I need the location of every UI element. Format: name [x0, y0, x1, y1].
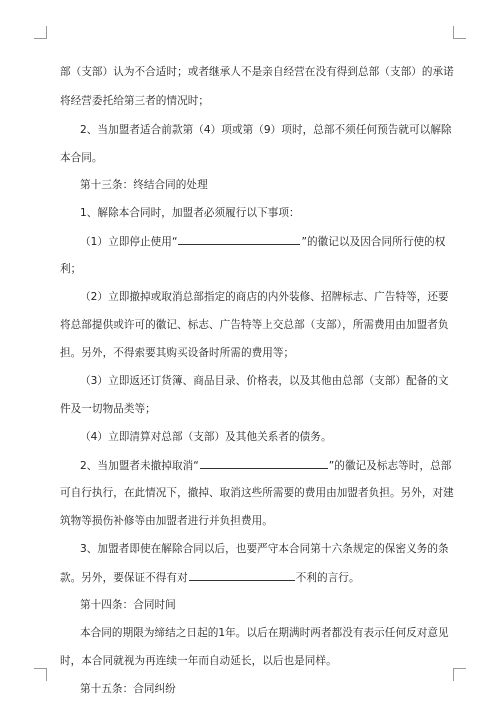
text-line: 2、当加盟者适合前款第（4）项或第（9）项时，总部不须任何预告就可以解除: [80, 124, 452, 136]
text-segment: ”的徽记及标志等时，总部: [328, 460, 452, 472]
fill-in-blank: [189, 570, 295, 581]
text-line: 筑物等损伤补修等由加盟者进行并负担费用。: [60, 515, 273, 527]
text-line: 时，本合同就视为再连续一年而自动延长，以后也是同样。: [60, 655, 337, 667]
text-line: 1、解除本合同时，加盟者必须履行以下事项：: [80, 207, 300, 219]
text-line: 3、加盟者即使在解除合同以后，也要严守本合同第十六条规定的保密义务的条: [80, 543, 449, 555]
section-heading: 第十四条：合同时间: [80, 599, 176, 611]
text-line: （2）立即撤掉或取消总部指定的商店的内外装修、招牌标志、广告特等，还要: [80, 291, 449, 303]
text-segment: 款。另外，要保证不得有对: [60, 572, 188, 584]
text-segment: ”的徽记以及因合同所行使的权: [301, 236, 446, 248]
text-segment: 不利的言行。: [295, 572, 360, 584]
crop-mark-bottom-right: [453, 668, 454, 681]
crop-mark-top-right: [453, 26, 454, 39]
text-line: 将经营委托给第三者的情况时；: [60, 95, 210, 107]
text-segment: 2、当加盟者未撤掉取消“: [80, 460, 199, 472]
text-line-with-blank: [80, 458, 451, 473]
text-line: 部（支部）认为不合适时；或者继承人不是亲自经营在没有得到总部（支部）的承诺: [60, 66, 454, 78]
text-line: 件及一切物品类等；: [60, 403, 156, 415]
text-line-with-blank: [60, 570, 360, 585]
text-line: 本合同。: [60, 152, 103, 164]
crop-mark-top-left: [34, 38, 46, 39]
crop-mark-bottom-left: [46, 668, 47, 681]
text-line: （4）立即清算对总部（支部）及其他关系者的债务。: [80, 431, 332, 443]
crop-mark-top-right: [454, 38, 466, 39]
fill-in-blank: [200, 458, 328, 469]
text-line: （3）立即返还订货簿、商品目录、价格表，以及其他由总部（支部）配备的文: [80, 375, 449, 387]
text-line: 本合同的期限为缔结之日起的1年。以后在期满时两者都没有表示任何反对意见: [80, 627, 449, 639]
text-segment: （1）立即停止使用“: [80, 236, 178, 248]
section-heading: 第十五条：合同纠纷: [80, 683, 176, 695]
text-line-with-blank: [80, 234, 445, 249]
section-heading: 第十三条：终结合同的处理: [80, 179, 208, 191]
crop-mark-bottom-right: [454, 668, 466, 669]
crop-mark-bottom-left: [34, 668, 46, 669]
text-line: 将总部提供或许可的徽记、标志、广告特等上交总部（支部），所需费用由加盟者负: [60, 319, 449, 331]
text-line: 担。另外，不得索要其购买设备时所需的费用等；: [60, 347, 295, 359]
crop-mark-top-left: [46, 26, 47, 39]
fill-in-blank: [178, 234, 300, 245]
text-line: 利；: [60, 263, 82, 275]
text-line: 可自行执行，在此情况下，撤掉、取消这些所需要的费用由加盟者负担。另外，对建: [60, 487, 454, 499]
